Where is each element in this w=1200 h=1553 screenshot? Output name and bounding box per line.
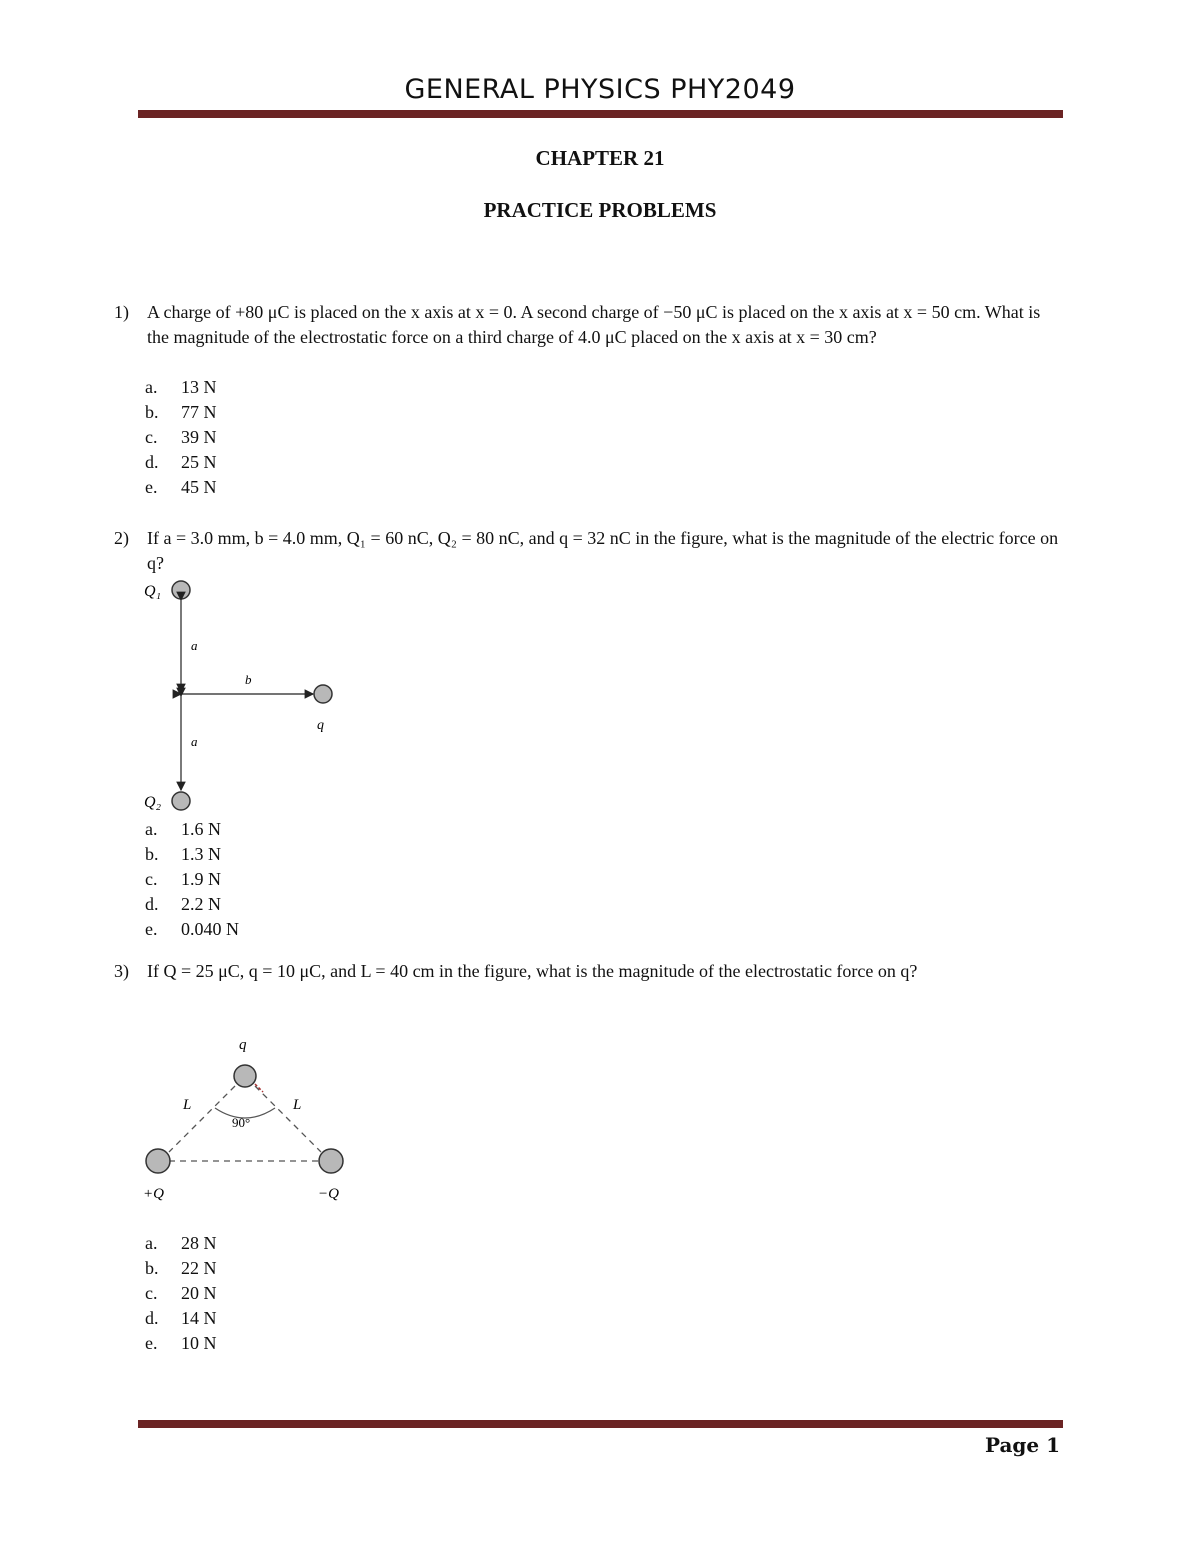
page-number: Page 1: [984, 1433, 1060, 1457]
chapter-title: CHAPTER 21: [535, 146, 665, 170]
answer-option: c. 39 N: [145, 427, 217, 447]
answer-options-3: [145, 1231, 217, 1356]
answer-option: d. 25 N: [145, 452, 217, 472]
figure-charges-triangle: [135, 1030, 365, 1210]
side-l-left: [169, 1086, 235, 1152]
question-number: 1): [114, 302, 129, 322]
answer-option: d. 14 N: [145, 1308, 217, 1328]
page-header-title: GENERAL PHYSICS PHY2049: [404, 74, 796, 105]
answer-option: c. 1.9 N: [145, 869, 221, 889]
question-number: 3): [114, 961, 129, 981]
answer-option: a. 13 N: [145, 377, 217, 397]
charge-minus-q: [319, 1149, 343, 1173]
label-q: q: [317, 718, 324, 733]
answer-options-2: [145, 817, 239, 942]
answer-option: a. 28 N: [145, 1233, 217, 1253]
charge-q1: [172, 581, 190, 599]
question-text: A charge of +80 μC is placed on the x axis at x = 0. A second charge of −50 μC is placed on the x axis at x = 50 cm. What is the magnitude of the electrostatic force on a third charge of 4.0 μC placed on the x axis at x = 30 cm?: [147, 302, 1041, 347]
label-a-top: a: [191, 638, 198, 653]
answer-option: e. 0.040 N: [145, 919, 239, 939]
label-plus-q: +Q: [143, 1186, 164, 1202]
question-text: If a = 3.0 mm, b = 4.0 mm, Q₁ = 60 nC, Q₂ = 80 nC, and q = 32 nC in the figure, what is the magnitude of the electric force on q?: [147, 528, 1059, 573]
footer-rule: [138, 1420, 1063, 1428]
charge-q: [234, 1065, 256, 1087]
answer-option: d. 2.2 N: [145, 894, 221, 914]
side-l-right: [255, 1086, 321, 1152]
label-a-bottom: a: [191, 734, 198, 749]
question-3: [114, 959, 1064, 984]
question-number: 2): [114, 528, 129, 548]
answer-option: b. 22 N: [145, 1258, 217, 1278]
charge-plus-q: [146, 1149, 170, 1173]
label-angle: 90°: [232, 1115, 251, 1130]
charge-q2: [172, 792, 190, 810]
charge-q: [314, 685, 332, 703]
label-minus-q: −Q: [318, 1186, 339, 1202]
question-text: If Q = 25 μC, q = 10 μC, and L = 40 cm in the figure, what is the magnitude of the electrostatic force on q?: [147, 961, 918, 981]
header-rule: [138, 110, 1063, 118]
label-b: b: [245, 672, 252, 687]
figure-charges-perpendicular: [135, 572, 355, 817]
answer-option: e. 10 N: [145, 1333, 217, 1353]
section-title: PRACTICE PROBLEMS: [483, 198, 717, 222]
answer-option: b. 77 N: [145, 402, 217, 422]
question-1: [114, 300, 1064, 350]
question-2: [114, 526, 1064, 576]
label-l-left: L: [183, 1097, 192, 1113]
label-q1: Q₁: [144, 583, 162, 600]
label-q2: Q₂: [144, 794, 162, 811]
label-q: q: [239, 1037, 247, 1053]
answer-option: c. 20 N: [145, 1283, 217, 1303]
answer-option: a. 1.6 N: [145, 819, 221, 839]
answer-option: b. 1.3 N: [145, 844, 221, 864]
answer-options-1: [145, 375, 217, 500]
label-l-right: L: [293, 1097, 302, 1113]
answer-option: e. 45 N: [145, 477, 217, 497]
